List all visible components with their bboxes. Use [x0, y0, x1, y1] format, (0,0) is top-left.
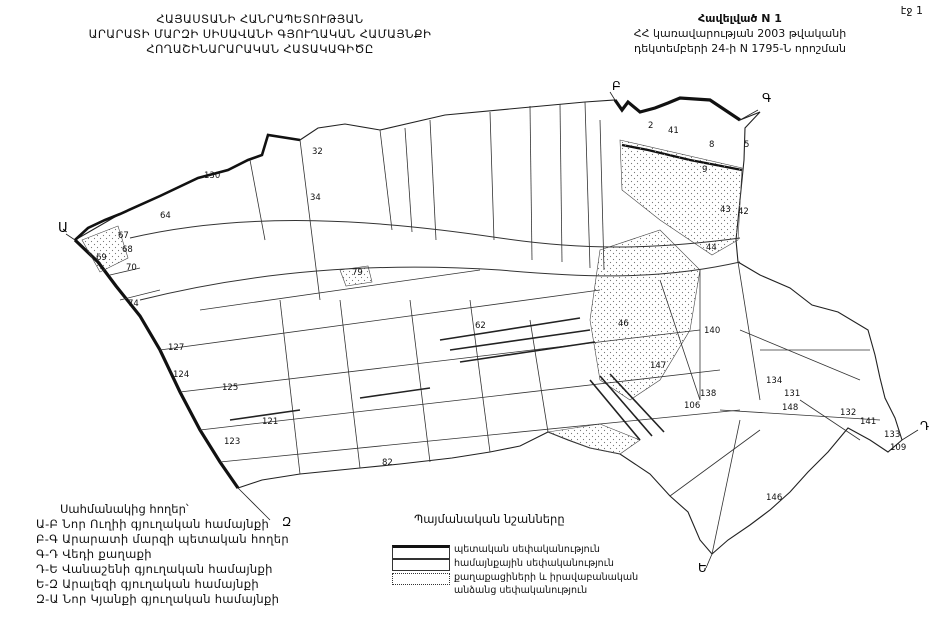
- parcel-label: 79: [352, 268, 363, 278]
- parcel-label: 146: [766, 493, 783, 503]
- parcel-label: 9: [702, 165, 708, 175]
- legend-label-private: քաղաքացիների և իրավաբանական: [454, 572, 639, 583]
- legend-label-state: պետական սեփականություն: [454, 544, 600, 555]
- parcel-label: 41: [668, 126, 679, 136]
- parcel-label: 64: [160, 211, 171, 221]
- parcel-label: 44: [706, 243, 717, 253]
- annex-line-1: Հավելված N 1: [698, 12, 782, 25]
- title-line-2: ԱՐԱՐԱՏԻ ՄԱՐԶԻ ՍԻՍԱՎԱՆԻ ԳՅՈՒՂԱԿԱՆ ՀԱՄԱՅՆՔԻ: [88, 27, 432, 41]
- parcel-label: 43: [720, 205, 731, 215]
- parcel-label: 5: [744, 140, 750, 150]
- boundary-item: Բ-Գ Արարատի մարզի պետական հողեր: [36, 532, 289, 546]
- annex-line-3: դեկտեմբերի 24-ի N 1795-Ն որոշման: [634, 42, 846, 55]
- corner-label-z: Զ: [282, 515, 292, 529]
- parcel-label: 140: [704, 326, 721, 336]
- parcel-label: 82: [382, 458, 393, 468]
- boundary-item: Դ-Ե Վանաշենի գյուղական համայնքի: [36, 562, 273, 576]
- corner-label-a: Ա: [58, 221, 68, 236]
- parcel-label: 2: [648, 121, 654, 131]
- title-line-1: ՀԱՅԱՍՏԱՆԻ ՀԱՆՐԱՊԵՏՈՒԹՅԱՆ: [156, 12, 364, 26]
- parcel-label: 132: [840, 408, 857, 418]
- parcel-label: 68: [122, 245, 133, 255]
- parcel-label: 124: [173, 370, 190, 380]
- parcel-label: 42: [738, 207, 749, 217]
- parcel-label: 130: [204, 171, 221, 181]
- parcel-label: 32: [312, 147, 323, 157]
- parcel-label: 134: [766, 376, 783, 386]
- corner-label-e: Ե: [698, 561, 707, 575]
- legend-swatch-community: [392, 559, 450, 571]
- parcel-labels: [96, 121, 906, 503]
- private-zone-south: [548, 424, 640, 454]
- state-land-boundary-north: [615, 98, 740, 120]
- boundary-item: Գ-Դ Վեդի քաղաքի: [36, 547, 152, 561]
- parcel-label: 74: [128, 299, 139, 309]
- legend-swatch-state: [392, 545, 450, 559]
- parcel-label: 131: [784, 389, 801, 399]
- legend-swatch-private: [392, 573, 450, 585]
- parcel-label: 62: [475, 321, 486, 331]
- boundary-item: Զ-Ա Նոր Կյանքի գյուղական համայնքի: [36, 592, 280, 606]
- parcel-label: 141: [860, 417, 877, 427]
- parcel-label: 127: [168, 343, 185, 353]
- boundary-item: Ա-Բ Նոր Ուղիի գյուղական համայնքի: [36, 517, 270, 531]
- parcel-label: 67: [118, 231, 129, 241]
- parcel-label: 138: [700, 389, 717, 399]
- parcel-label: 147: [650, 361, 667, 371]
- parcel-label: 46: [618, 319, 629, 329]
- parcel-label: 8: [709, 140, 715, 150]
- legend-label-private-cont: անձանց սեփականություն: [454, 585, 588, 596]
- parcel-label: 125: [222, 383, 239, 393]
- legend-title: Պայմանական նշանները: [414, 512, 565, 526]
- parcel-label: 70: [126, 263, 137, 273]
- parcel-label: 148: [782, 403, 799, 413]
- corner-label-d: Դ: [920, 419, 930, 433]
- community-boundary: [75, 98, 902, 554]
- parcel-label: 123: [224, 437, 241, 447]
- annex-line-2: ՀՀ կառավարության 2003 թվականի: [633, 27, 847, 40]
- boundary-list-title: Սահմանակից հողեր՝: [60, 502, 189, 516]
- parcel-label: 69: [96, 253, 107, 263]
- corner-label-b: Բ: [612, 79, 621, 93]
- page-number: էջ 1: [900, 4, 923, 17]
- state-land-boundary-west: [75, 135, 300, 240]
- legend-label-community: համայնքային սեփականություն: [454, 558, 614, 569]
- parcel-label: 121: [262, 417, 279, 427]
- parcel-label: 106: [684, 401, 701, 411]
- state-land-boundary: [75, 240, 241, 488]
- boundary-item: Ե-Զ Արալեզի գյուղական համայնքի: [36, 577, 259, 591]
- parcel-label: 133: [884, 430, 901, 440]
- corner-label-g: Գ: [762, 91, 772, 105]
- parcel-label: 34: [310, 193, 321, 203]
- parcel-label: 109: [890, 443, 907, 453]
- title-line-3: ՀՈՂԱՇԻՆԱՐԱՐԱԿԱՆ ՀԱՏԱԿԱԳԻԾԸ: [146, 42, 374, 56]
